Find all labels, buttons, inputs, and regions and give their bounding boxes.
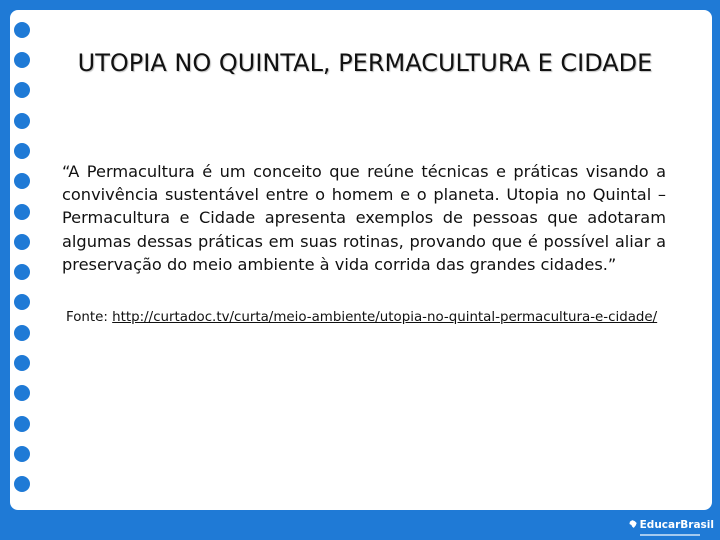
- dot-icon: [14, 385, 30, 401]
- dot-icon: [14, 82, 30, 98]
- quote-paragraph: “A Permacultura é um conceito que reúne técnicas e práticas visando a convivência sustentável entre o homem e o planeta. Utopia no Quintal – Permacultura e Cidade apresenta exemplos de pessoas que adotaram algumas dessas práticas em suas rotinas, provando que é possível aliar a preservação do meio ambiente à vida corrida das grandes cidades.”: [62, 162, 666, 274]
- dot-icon: [14, 355, 30, 371]
- decorative-dot-column: [14, 22, 34, 492]
- source-link[interactable]: http://curtadoc.tv/curta/meio-ambiente/utopia-no-quintal-permacultura-e-cidade/: [112, 310, 658, 325]
- dot-icon: [14, 22, 30, 38]
- dot-icon: [14, 446, 30, 462]
- dot-icon: [14, 113, 30, 129]
- educarbrasil-logo: [628, 511, 714, 537]
- slide-title: UTOPIA NO QUINTAL, PERMACULTURA E CIDADE: [77, 49, 653, 77]
- dot-icon: [14, 416, 30, 432]
- dot-icon: [14, 204, 30, 220]
- dot-icon: [14, 234, 30, 250]
- brazil-map-icon: [628, 515, 638, 533]
- dot-icon: [14, 325, 30, 341]
- logo-text: EducarBrasil: [639, 518, 714, 531]
- source-line: [66, 310, 706, 325]
- dot-icon: [14, 173, 30, 189]
- source-label: Fonte:: [66, 310, 113, 325]
- dot-icon: [14, 294, 30, 310]
- dot-icon: [14, 143, 30, 159]
- dot-icon: [14, 52, 30, 68]
- dot-icon: [14, 476, 30, 492]
- logo-tagline-mark: [640, 534, 700, 536]
- dot-icon: [14, 264, 30, 280]
